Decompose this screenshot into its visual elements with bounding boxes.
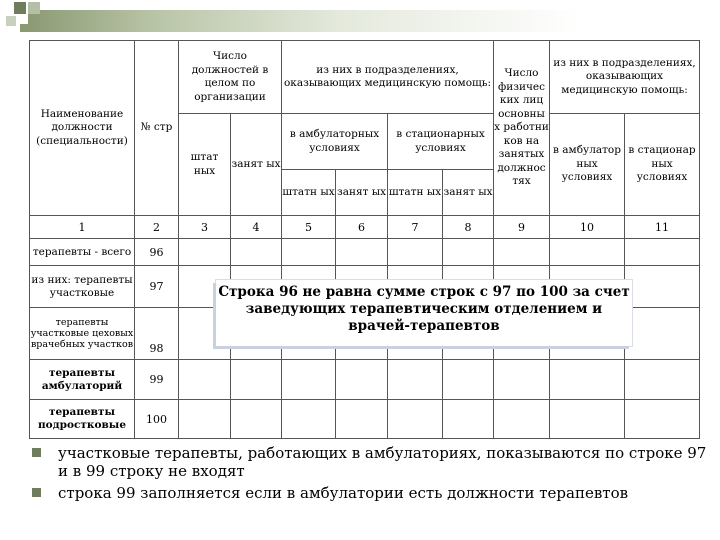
header-inpatient-occupied: занят ых [443,170,494,216]
header-divisions-medical-2: из них в подразделениях, оказывающих медицинскую помощь: [550,41,700,114]
column-number: 9 [494,216,550,239]
header-staff: штат ных [179,114,231,216]
deco-square [28,2,40,14]
list-item [30,484,710,502]
row-name: терапевты амбулаторий [30,360,135,400]
row-number: 99 [135,360,179,400]
callout-text: Строка 96 не равна сумме строк с 97 по 100 за счет заведующих терапевтическим отделением и врачей-терапевтов [218,284,630,334]
row-number: 98 [135,308,179,360]
callout-box [216,280,632,346]
column-number: 11 [625,216,700,239]
deco-square [14,2,26,14]
column-number: 6 [336,216,388,239]
bullet-icon [32,448,41,457]
column-number: 4 [231,216,282,239]
header-positions-total: Число должностей в целом по организации [179,41,282,114]
deco-square [6,16,16,26]
title-gradient-bar [28,10,720,32]
header-inpatient-staff: штатн ых [388,170,443,216]
table-row [30,360,700,400]
row-name: терапевты участковые цеховых врачебных участков [30,308,135,360]
header-physical-persons: Число физичес ких лиц основны х работни ков на занятых должнос тях [494,41,550,216]
header-position-name: Наименование должности (специальности) [30,41,135,216]
row-name: из них: терапевты участковые [30,266,135,308]
header-outpatient: в амбулаторных условиях [282,114,388,170]
column-number: 2 [135,216,179,239]
table-row [30,400,700,439]
column-number: 5 [282,216,336,239]
bullet-icon [32,488,41,497]
notes-list [30,444,710,506]
staffing-table [29,40,700,439]
header-occupied: занят ых [231,114,282,216]
list-item [30,444,710,480]
column-number: 7 [388,216,443,239]
row-number: 97 [135,266,179,308]
note-text: участковые терапевты, работающих в амбулаториях, показываются по строке 97 и в 99 строку не входят [58,444,707,480]
note-text: строка 99 заполняется если в амбулатории есть должности терапевтов [58,484,629,502]
table-row [30,239,700,266]
header-divisions-medical: из них в подразделениях, оказывающих медицинскую помощь: [282,41,494,114]
column-number: 3 [179,216,231,239]
deco-square [20,24,28,32]
header-inpatient: в стационарных условиях [388,114,494,170]
column-number: 10 [550,216,625,239]
column-number: 8 [443,216,494,239]
title-decoration [0,0,720,40]
row-number: 96 [135,239,179,266]
row-number: 100 [135,400,179,439]
header-outpatient-staff: штатн ых [282,170,336,216]
header-outpatient-occupied: занят ых [336,170,388,216]
header-row-number: № стр [135,41,179,216]
header-inpatient-2: в стационар ных условиях [625,114,700,216]
row-name: терапевты подростковые [30,400,135,439]
row-name: терапевты - всего [30,239,135,266]
column-number: 1 [30,216,135,239]
header-outpatient-2: в амбулатор ных условиях [550,114,625,216]
